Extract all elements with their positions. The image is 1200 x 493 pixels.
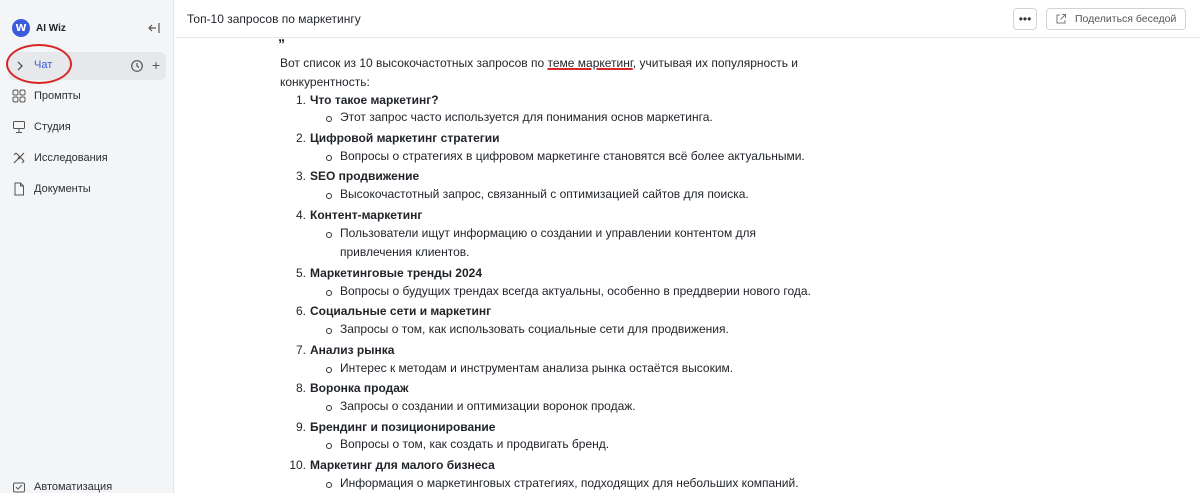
sidebar: [0, 0, 174, 493]
app-name: AI Wiz: [36, 22, 66, 34]
list-item-title: Воронка продаж: [310, 381, 409, 395]
list-item-description: Пользователи ищут информацию о создании и управлении контентом для привлечения клиентов.: [340, 226, 757, 259]
bullet-icon: [326, 367, 332, 373]
bullet-icon: [326, 443, 332, 449]
bullet-icon: [326, 290, 332, 296]
list-item-description: Интерес к методам и инструментам анализа рынка остаётся высоким.: [340, 361, 734, 375]
list-item-number: 4.: [295, 208, 306, 222]
list-item-number: 9.: [295, 420, 306, 434]
document-icon: [12, 182, 26, 196]
message-intro: [280, 54, 840, 92]
bullet-icon: [326, 328, 332, 334]
sidebar-item-label: Чат: [34, 59, 53, 71]
list-item-number: 10.: [289, 458, 306, 472]
bullet-icon: [326, 482, 332, 488]
collapse-sidebar-icon[interactable]: [146, 20, 162, 36]
list-item-number: 8.: [295, 381, 306, 395]
list-item-title: Брендинг и позиционирование: [310, 420, 496, 434]
new-chat-icon[interactable]: +: [151, 57, 161, 73]
sidebar-item-research[interactable]: [12, 148, 108, 168]
logo-icon: W: [12, 19, 30, 37]
list-item-number: 3.: [295, 169, 306, 183]
brand[interactable]: [12, 16, 66, 40]
sidebar-item-label: Документы: [34, 183, 91, 195]
list-item-title: Социальные сети и маркетинг: [310, 304, 492, 318]
automation-icon: [12, 480, 26, 493]
sidebar-item-prompts[interactable]: [12, 86, 81, 106]
list-item-description: Запросы о создании и оптимизации воронок продаж.: [340, 399, 636, 413]
list-item-number: 1.: [295, 93, 306, 107]
share-conversation-button[interactable]: [1046, 8, 1186, 30]
list-item-description: Вопросы о будущих трендах всегда актуальны, особенно в преддверии нового года.: [340, 284, 811, 298]
list-item-description: Вопросы о том, как создать и продвигать бренд.: [340, 437, 610, 451]
intro-text-end: , учитывая их популярность и конкурентность:: [280, 56, 798, 89]
quote-mark: „: [278, 28, 285, 44]
annotation-circle: [6, 44, 72, 84]
list-item-description: Запросы о том, как использовать социальные сети для продвижения.: [340, 322, 729, 336]
sidebar-item-studio[interactable]: [12, 117, 71, 137]
list-item-number: 5.: [295, 266, 306, 280]
flask-icon: [12, 151, 26, 165]
sidebar-item-label: Исследования: [34, 152, 108, 164]
grid-icon: [12, 89, 26, 103]
list-item-title: Анализ рынка: [310, 343, 395, 357]
share-icon: [1055, 13, 1067, 25]
list-item-description: Высокочастотный запрос, связанный с оптимизацией сайтов для поиска.: [340, 187, 749, 201]
more-options-button[interactable]: •••: [1013, 8, 1037, 30]
easel-icon: [12, 120, 26, 134]
list-item-title: Что такое маркетинг?: [310, 93, 439, 107]
list-item-title: Маркетинг для малого бизнеса: [310, 458, 495, 472]
list-item-description: Информация о маркетинговых стратегиях, подходящих для небольших компаний.: [340, 476, 799, 490]
list-item-number: 7.: [295, 343, 306, 357]
bullet-icon: [326, 232, 332, 238]
list-item-title: Контент-маркетинг: [310, 208, 423, 222]
sidebar-item-label: Студия: [34, 121, 71, 133]
bullet-icon: [326, 155, 332, 161]
sidebar-item-documents[interactable]: [12, 179, 91, 199]
share-label: Поделиться беседой: [1075, 13, 1177, 25]
list-item-number: 2.: [295, 131, 306, 145]
list-item-title: Цифровой маркетинг стратегии: [310, 131, 500, 145]
list-item-description: Этот запрос часто используется для понимания основ маркетинга.: [340, 110, 713, 124]
list-item-description: Вопросы о стратегиях в цифровом маркетинге становятся всё более актуальными.: [340, 149, 805, 163]
history-icon[interactable]: [130, 59, 144, 73]
list-item-title: Маркетинговые тренды 2024: [310, 266, 482, 280]
sidebar-item-label: Автоматизация: [34, 481, 113, 493]
bullet-icon: [326, 116, 332, 122]
page-title: Топ-10 запросов по маркетингу: [187, 12, 361, 26]
underlined-phrase: теме маркетинг: [547, 56, 633, 70]
header: [175, 0, 1200, 38]
bullet-icon: [326, 405, 332, 411]
bullet-icon: [326, 193, 332, 199]
intro-text: Вот список из 10 высокочастотных запросов по: [280, 56, 548, 70]
list-item-number: 6.: [295, 304, 306, 318]
list-item-title: SEO продвижение: [310, 169, 420, 183]
sidebar-item-label: Промпты: [34, 90, 81, 102]
sidebar-item-automation[interactable]: [12, 480, 112, 493]
